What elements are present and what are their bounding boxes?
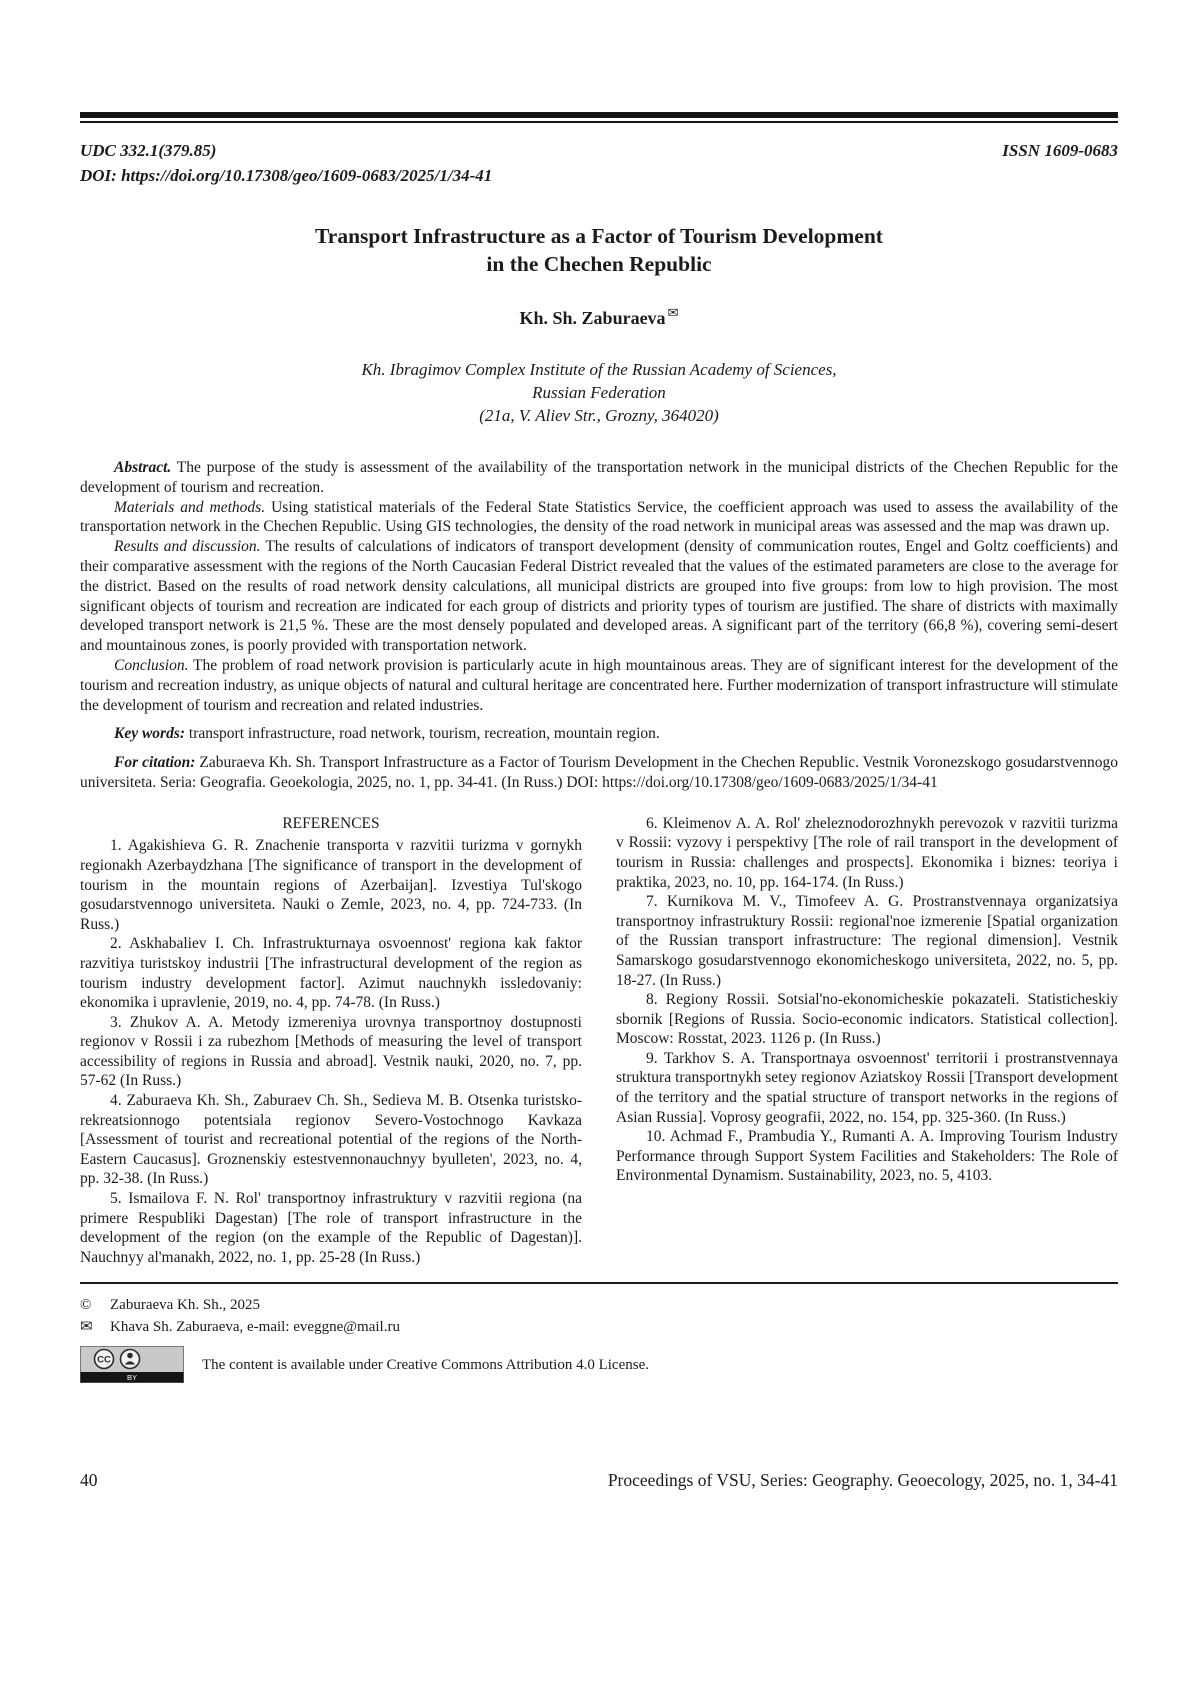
title-line-2: in the Chechen Republic xyxy=(486,252,712,276)
reference-item-6: 6. Kleimenov A. A. Rol' zheleznodorozhnykh perevozok v razvitii turizma v Rossii: vyzovy i perspektivy [The role of rail transport in the development of tourism in Russia: challenges and prospects]. Ekonomika i biznes: teoriya i praktika, 2023, no. 10, pp. 164-174. (In Russ.) xyxy=(616,814,1118,891)
methods-text: Using statistical materials of the Federal State Statistics Service, the coefficient approach was used to assess the availability of the transportation network in the Chechen Republic. Using GIS technologies, the density of the road network in municipal areas was assessed and the map was drawn up. xyxy=(80,498,1119,536)
conclusion-text: The problem of road network provision is particularly acute in high mountainous areas. They are of significant interest for the development of the tourism and recreation industry, as unique objects of natural and cultural heritage are concentrated here. Further modernization of transport infrastructure will stimulate the development of tourism and recreation and related industries. xyxy=(80,656,1118,714)
journal-footer-line: Proceedings of VSU, Series: Geography. Geoecology, 2025, no. 1, 34-41 xyxy=(607,1470,1118,1490)
affiliation-line-2: Russian Federation xyxy=(532,383,666,402)
page-footer xyxy=(80,1470,1118,1491)
by-label: BY xyxy=(126,1373,138,1383)
reference-item-8: 8. Regiony Rossii. Sotsial'no-ekonomicheskie pokazateli. Statisticheskiy sbornik [Regions of Russia. Socio-economic indicators. Statistical collection]. Moscow: Rosstat, 2023. 1126 p. (In Russ.) xyxy=(616,991,1118,1048)
references-heading: REFERENCES xyxy=(282,814,380,832)
reference-item-2: 2. Askhabaliev I. Ch. Infrastrukturnaya osvoennost' regiona kak faktor razvitiya turistskoy industrii [The infrastructural development of the region as tourism industry development factor]. Azimut nauchnykh issledovaniy: ekonomika i upravlenie, 2019, no. 4, pp. 74-78. (In Russ.) xyxy=(80,935,582,1012)
article-title xyxy=(80,222,1118,278)
affiliation-line-1: Kh. Ibragimov Complex Institute of the Russian Academy of Sciences, xyxy=(361,360,837,379)
top-thin-rule xyxy=(80,121,1118,123)
results-text: The results of calculations of indicators of transport development (density of communication routes, Engel and Goltz coefficients) and their comparative assessment with the regions of the North Caucasian Federal District revealed that the values of the estimated parameters are close to the average for the district. Based on the results of road network density calculations, all municipal districts are grouped into five groups: from low to high provision. The most significant objects of tourism and recreation are indicated for each group of districts and priority types of tourism are justified. The share of districts with maximally developed transport network is 21,5 %. These are the most densely populated and developed areas. A significant part of the territory (66,8 %), covering semi-desert and mountainous zones, is poorly provided with transportation network. xyxy=(80,538,1118,655)
citation-text: Zaburaeva Kh. Sh. Transport Infrastructure as a Factor of Tourism Development in the Chechen Republic. Vestnik Voronezskogo gosudarstvennogo universiteta. Seria: Geografia. Geoekologia, 2025, no. 1, pp. 34-41. (In Russ.) DOI: https://doi.org/10.17308/geo/1609-0683/2025/1/34-41 xyxy=(80,754,1118,791)
copyright-text: Zaburaeva Kh. Sh., 2025 xyxy=(110,1297,260,1314)
citation-lead: For citation: xyxy=(114,754,196,772)
meta-header xyxy=(80,141,1118,161)
methods-paragraph xyxy=(80,498,1118,538)
references-section xyxy=(80,814,1118,1268)
page-number: 40 xyxy=(80,1470,98,1490)
reference-item-7: 7. Kurnikova M. V., Timofeev A. G. Prostranstvennaya organizatsiya transportnoy infrastruktury Rossii: regional'noe izmerenie [Spatial organization of the Russian transport infrastructure: The regional dimension]. Vestnik Samarskogo gosudarstvennogo ekonomicheskogo universiteta, 2022, no. 5, pp. 18-27. (In Russ.) xyxy=(616,893,1118,989)
footnote-divider xyxy=(80,1282,1118,1284)
affiliation xyxy=(80,358,1118,427)
cc-icon-label: CC xyxy=(97,1354,111,1366)
conclusion-paragraph xyxy=(80,656,1118,715)
keywords-text: transport infrastructure, road network, tourism, recreation, mountain region. xyxy=(188,725,660,743)
abstract-lead: Abstract. xyxy=(114,459,172,476)
reference-item-4: 4. Zaburaeva Kh. Sh., Zaburaev Ch. Sh., Sedieva M. B. Otsenka turistsko-rekreatsionnogo potentsiala regionov Severo-Vostochnogo Kavkaza [Assessment of tourist and recreational potential of the regions of the North-Eastern Caucasus]. Groznenskiy estestvennonauchnyy byulleten', 2023, no. 4, pp. 32-38. (In Russ.) xyxy=(80,1092,582,1188)
results-paragraph xyxy=(80,537,1118,656)
references-right-column xyxy=(616,814,1118,1268)
affiliation-line-3: (21a, V. Aliev Str., Grozny, 364020) xyxy=(479,406,719,425)
keywords-paragraph xyxy=(80,724,1118,744)
email-note xyxy=(80,1316,1118,1338)
references-left-column xyxy=(80,814,582,1268)
footnotes-section xyxy=(80,1294,1118,1383)
keywords-lead: Key words: xyxy=(114,725,186,743)
results-lead: Results and discussion. xyxy=(114,538,261,556)
conclusion-lead: Conclusion. xyxy=(114,656,189,674)
license-text: The content is available under Creative Commons Attribution 4.0 License. xyxy=(202,1356,649,1373)
copyright-icon: © xyxy=(80,1297,92,1314)
abstract-text: The purpose of the study is assessment of the availability of the transportation network in the municipal districts of the Chechen Republic for the development of tourism and recreation. xyxy=(80,459,1118,496)
author-name: Kh. Sh. Zaburaeva xyxy=(519,308,666,328)
citation-paragraph xyxy=(80,753,1118,793)
reference-item-1: 1. Agakishieva G. R. Znachenie transporta v razvitii turizma v gornykh regionakh Azerbaydzhana [The significance of transport in the development of tourism in the mountain regions of Azerbaijan]. Izvestiya Tul'skogo gosudarstvennogo universiteta. Nauki o Zemle, 2023, no. 4, pp. 724-733. (In Russ.) xyxy=(80,837,582,933)
abstract-section xyxy=(80,458,1118,793)
mail-icon: ✉ xyxy=(80,1319,93,1336)
reference-item-9: 9. Tarkhov S. A. Transportnaya osvoennost' territorii i prostranstvennaya struktura transportnykh setey regionov Aziatskoy Rossii [Transport development of the territory and the spatial structure of transport networks in the regions of Asian Russia]. Voprosy geografii, 2022, no. 154, pp. 325-360. (In Russ.) xyxy=(616,1049,1118,1126)
abstract-paragraph xyxy=(80,458,1118,498)
reference-item-5: 5. Ismailova F. N. Rol' transportnoy infrastruktury v razvitii regiona (na primere Respubliki Dagestan) [The role of transport infrastructure in the development of the region (on the example of the Republic of Dagestan)]. Nauchnyy al'manakh, 2022, no. 1, pp. 25-28 (In Russ.) xyxy=(80,1190,582,1266)
issn-label: ISSN 1609-0683 xyxy=(1002,141,1118,160)
author-line xyxy=(80,305,1118,329)
person-icon xyxy=(121,1350,140,1369)
title-line-1: Transport Infrastructure as a Factor of Tourism Development xyxy=(315,224,883,248)
udc-label: UDC 332.1(379.85) xyxy=(80,141,217,160)
cc-by-badge xyxy=(80,1346,184,1383)
top-thick-rule xyxy=(80,112,1118,118)
doi-label: DOI: https://doi.org/10.17308/geo/1609-0683/2025/1/34-41 xyxy=(80,166,493,185)
reference-item-3: 3. Zhukov A. A. Metody izmereniya urovnya transportnoy dostupnosti regionov v Rossii i za rubezhom [Methods of measuring the level of transport accessibility of regions in Russia and abroad]. Vestnik nauki, 2020, no. 7, pp. 57-62 (In Russ.) xyxy=(80,1013,582,1090)
methods-lead: Materials and methods. xyxy=(114,498,266,516)
copyright-note xyxy=(80,1294,1118,1316)
email-text: Khava Sh. Zaburaeva, e-mail: eveggne@mail.ru xyxy=(110,1319,400,1336)
corresponding-author-mail-icon: ✉ xyxy=(667,305,679,320)
license-row xyxy=(80,1346,1118,1383)
reference-item-10: 10. Achmad F., Prambudia Y., Rumanti A. A. Improving Tourism Industry Performance through Support System Facilities and Stakeholders: The Role of Environmental Dynamism. Sustainability, 2023, no. 5, 4103. xyxy=(616,1128,1118,1185)
